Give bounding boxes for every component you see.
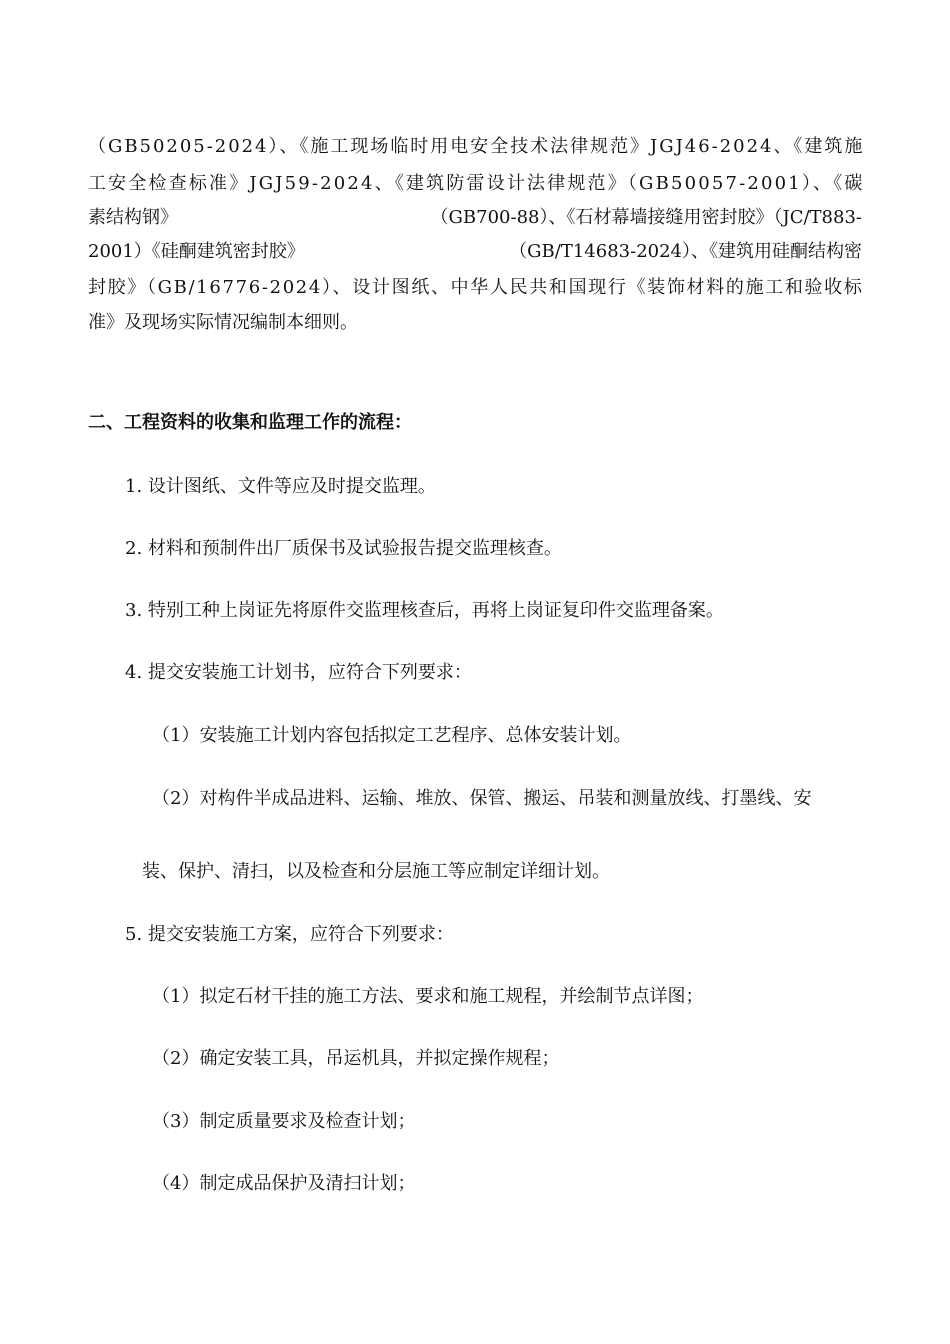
intro-line-1 [88, 135, 865, 159]
list-item-1: 1. 设计图纸、文件等应及时提交监理。 [125, 476, 436, 497]
section-heading: 二、工程资料的收集和监理工作的流程： [88, 412, 412, 433]
intro-line-2-text: 工安全检查标准》JGJ59-2024、《建筑防雷设计法律规范》（GB50057-2001）、《碳 [88, 173, 865, 194]
list-item-5-sub-3: （3）制定质量要求及检查计划； [152, 1111, 416, 1132]
list-item-3: 3. 特别工种上岗证先将原件交监理核查后，再将上岗证复印件交监理备案。 [125, 600, 724, 621]
list-item-4-sub-1: （1）安装施工计划内容包括拟定工艺程序、总体安装计划。 [152, 725, 632, 746]
intro-line-4 [88, 240, 862, 264]
intro-line-4-left: 2001）《硅酮建筑密封胶》 [88, 241, 305, 262]
list-item-5-sub-1: （1）拟定石材干挂的施工方法、要求和施工规程，并绘制节点详图； [152, 986, 704, 1007]
intro-line-5 [88, 276, 862, 300]
list-item-5-sub-2: （2）确定安装工具，吊运机具，并拟定操作规程； [152, 1048, 560, 1069]
intro-line-2 [88, 172, 865, 196]
list-item-5-sub-4: （4）制定成品保护及清扫计划； [152, 1173, 416, 1194]
intro-line-3-left: 素结构钢》 [88, 207, 178, 228]
list-item-4-sub-2: （2）对构件半成品进料、运输、堆放、保管、搬运、吊装和测量放线、打墨线、安 [152, 788, 812, 809]
intro-line-3-right: （GB700-88）、《石材幕墙接缝用密封胶》（JC/T883- [430, 207, 862, 228]
list-item-2: 2. 材料和预制件出厂质保书及试验报告提交监理核查。 [125, 538, 562, 559]
intro-line-3 [88, 206, 862, 230]
intro-line-4-right: （GB/T14683-2024）、《建筑用硅酮结构密 [509, 241, 862, 262]
intro-line-5-text: 封胶》（GB/16776-2024）、设计图纸、中华人民共和国现行《装饰材料的施工和验收标 [88, 277, 864, 298]
intro-line-1-text: （GB50205-2024）、《施工现场临时用电安全技术法律规范》JGJ46-2024、《建筑施 [88, 136, 865, 157]
list-item-5: 5. 提交安装施工方案，应符合下列要求： [125, 924, 454, 945]
list-item-4-sub-2-continuation: 装、保护、清扫，以及检查和分层施工等应制定详细计划。 [142, 861, 610, 882]
intro-line-6: 准》及现场实际情况编制本细则。 [88, 312, 358, 333]
list-item-4: 4. 提交安装施工计划书，应符合下列要求： [125, 662, 472, 683]
